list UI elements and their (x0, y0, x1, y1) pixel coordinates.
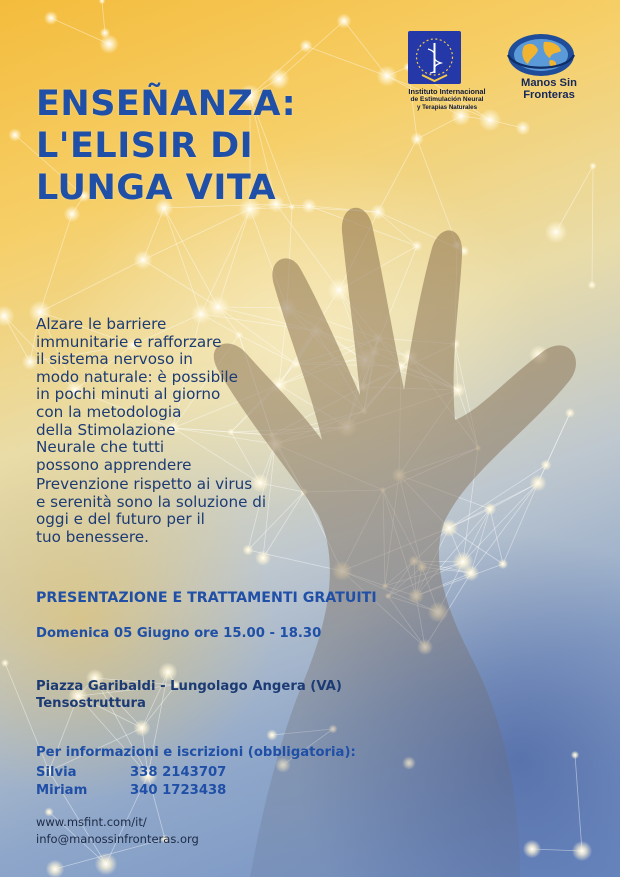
title-line-2: L'ELISIR DI (36, 126, 254, 166)
website-link[interactable]: www.msfint.com/it/ (36, 815, 147, 829)
info-label: Per informazioni e iscrizioni (obbligatoria): (36, 745, 356, 760)
contact-name: Silvia (36, 765, 77, 780)
event-venue: Tensostruttura (36, 696, 146, 711)
intro-paragraph: Alzare le barriere immunitarie e rafforzare il sistema nervoso in modo naturale: è possibile in pochi minuti al giorno con la metodologia della Stimolazione Neurale che tutti possono apprendere (36, 315, 238, 474)
event-headline: PRESENTAZIONE E TRATTAMENTI GRATUITI (36, 590, 377, 606)
event-place: Piazza Garibaldi - Lungolago Angera (VA) (36, 679, 342, 694)
msf-name: Manos Sin Fronteras (521, 77, 577, 101)
globe-icon (506, 32, 576, 78)
ien-caption-line-1: Instituto Internacional (408, 87, 486, 96)
event-date: Domenica 05 Giugno ore 15.00 - 18.30 (36, 626, 322, 641)
title-line-1: ENSEÑANZA: (36, 84, 297, 124)
prevention-paragraph: Prevenzione rispetto ai virus e serenità sono la soluzione di oggi e del futuro per il tuo benessere. (36, 475, 267, 546)
ien-emblem-icon (408, 31, 461, 84)
ien-caption-line-2: de Estimulación Neural (410, 96, 484, 103)
contact-phone[interactable]: 338 2143707 (130, 765, 227, 780)
contact-phone[interactable]: 340 1723438 (130, 783, 227, 798)
contact-row (36, 783, 226, 798)
title-line-3: LUNGA VITA (36, 168, 277, 208)
ien-caption-line-3: y Terapias Naturales (416, 104, 478, 111)
contact-row (36, 765, 226, 780)
email-link[interactable]: info@manossinfronteras.org (36, 832, 199, 846)
contact-name: Miriam (36, 783, 88, 798)
